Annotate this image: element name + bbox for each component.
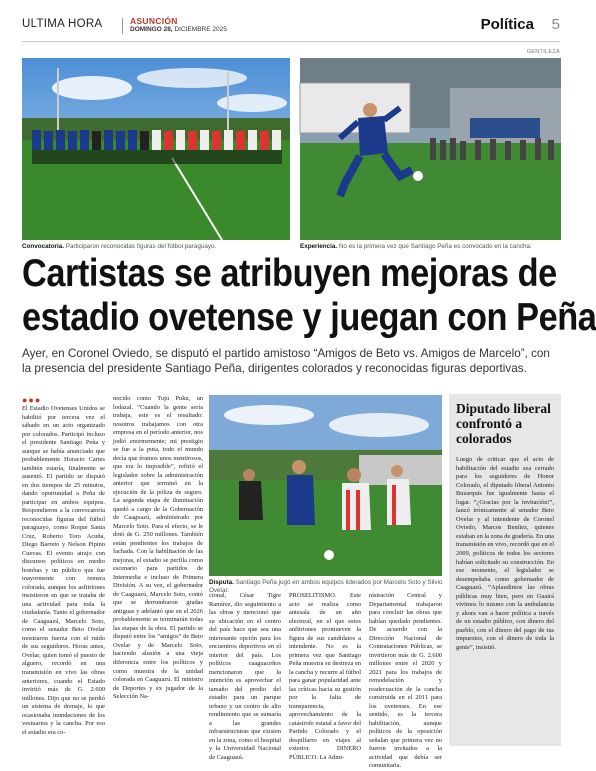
newspaper-edition: ASUNCIÓN [130,16,178,26]
issue-date-day: DOMINGO 28, [130,26,173,33]
article-column-2-bottom [113,590,203,750]
issue-date-rest: DICIEMBRE 2025 [174,26,227,33]
sidebar-title: Diputado liberal confrontó a colorados [456,401,551,447]
section-label: ULTIMA HORA [22,18,103,30]
issue-date [130,26,227,33]
header-divider [122,18,123,34]
article-headline [22,252,596,340]
article-column-1: El Estadio Ovetenses Unidos se habilitó por tercera vez el sábado en un acto organizado por colorados. Participó incluso el presidente Santiago Peña y aunque se había anunciado que probablemente Horacio Cartes también estaría, finalmente se ausentó. El partido se disputó en dos tiempos de 25 minutos, dando oportunidad a Peña de participar en ambos equipos. Respondieron a la convocatoria reconocidas figuras del fútbol paraguayo, como Roque Santa Cruz, Roberto Toro Acuña, Diego Barreto y Nelson Pipino Cuevas. El evento atrajo con discursos políticos en medio bombas y un público que fue mayormente con remera colorada, aunque los asfitriones insistieron en que se trataba de una actividad para toda la ciudadanía. Tanto el gobernador de Caaguazú, Marcelo Soto, como el senador Beto Ovelar mostraron fuerza con el ruido de sus seguidores. Horas antes, Ovelar, quien tomó el puesto de alguero, recordó en una transmisión en vivo las obras anteriores, cuando el Estado invirtió más de G. 2.600 millones. Dijo que no se perdió un sistema de drenaje, lo que ocasionaba inundaciones de los vestuarios y la cancha. Por eso el estadio era co- [22,405,105,736]
decorative-dots: ●●● [22,395,42,405]
sidebar-text: Luego de criticar que el acto de habilitación del estadio sea cerrado para los seguidores de Honor Colorado, el diputado liberal Antonio Buzarquis fue igualmente hasta el lugar. “¿Gracias por la invitación!”, lanzó irónicamente al senador Beto Ovelar y al intendente de Coronel Oviedo, Marcos Benítez, quienes estaban en la zona de gradería. En una transmisión en vivo, recordó que en el 2009, políticos de todos los sectores habían solicitado su construcción. En ese momento, el legislador se desempeñaba como gobernador de Caaguazú. “Aplaudimos las obras públicas muy bien, pero en Guairá vivimos lo mismo con la ambulancia y ahora van a hacer política a través de un estadio público, con dinero del pueblo, con el dinero del pago de tus impuestos, con el dinero de toda la gente”, insistió. [456,456,554,651]
section-title: Política [480,16,534,33]
article-column-5: nistración Central y Departamental trabajaron para concluir las obras que habían quedado pendientes. De acuerdo con la Dirección Nacional de Contrataciones Públicas, se invirtieron más de G. 2.600 millones entre el 2020 y 2021 para los trabajos de remodelación y readecuación de la cancha construida en el 2011 para los ovetenses. En ese sentido, es la tercera habilitación, aunque políticos de la oposición señalan que primera vez no fueron invitados a la actividad que debía ser comunitaria. [369,592,442,770]
caption-lead: Convocatoria. [22,243,64,250]
headline-line: Cartistas se atribuyen mejoras de [22,252,557,295]
photo-team-lineup [22,58,290,240]
article-column-4: PROSELITISMO. Este acto se realiza como antesala de un año electoral, en el que estos anfitriones promueven la figura de sus candidatos a intendente. No es la primera vez que Santiago Peña muestra su destreza en la cancha y recurre al fútbol para ganar popularidad ante las críticas hacia su gestión por la falta de transparencia, aprovechamiento de la catástrofe estatal a favor del Partido Colorado y el despilfarro en viajes al exterior. DINERO PÚBLICO. La Admi- [289,592,361,761]
caption-lead: Experiencia. [300,243,338,250]
sidebar-box [449,394,561,746]
page-number: 5 [551,16,560,33]
page-header [22,16,560,42]
caption-text: Participaron reconocidas figuras del fútbol paraguayo. [65,243,217,250]
photo-caption-left [22,243,290,251]
photo-caption-right [300,243,561,251]
caption-text: Santiago Peña jugó en ambos equipos liderados por Marcelo Soto y Silvio Ovelar. [209,579,443,594]
article-column-3: cional, César Tigre Ramírez, dio seguimiento a las obras y mencionó que su ubicación en el centro del país hace que sea una interesante opción para los encuentros deportivos en el interior del país. Los políticos caaguaceños mencionaron que la intención es aprovechar el tamaño del predio del estadio para un parque urbano y un centro de alto rendimiento que se sumaría a las grandes infraestructuras que existen en la zona, como el hospital y la Universidad Nacional de Caaguazú. [209,592,281,761]
photo-match-dispute [209,395,442,576]
caption-text: No es la primera vez que Santiago Peña es convocado en la cancha. [338,243,532,250]
article-column-2-top: nocido como Tuju Puku, un lodazal. “Cuando la gente sería trabaja, este es el resultado: nosotros trabajamos con otra empresa en el período anterior, nos jodió enormemente; mi prestigio se fue a la puta, todo el mundo decía que éramos unos mentirosos, que era lo imposible”, refirió el legislador sobre la administración anterior que terminó en la ejecución de la póliza de seguro. La segunda etapa de iluminación quedó a cargo de la Gobernación de Caaguazú, administrado por Marcelo Soto. Para el efecto, se le dotó de G. 250 millones. También están pendientes los trabajos de fachada. Con la habilitación de las mejoras, el estadio se perfila como escenario para partidos de Intermedia e incluso de Primera División. A su vez, el gobernador de Caaguazú, Marcelo Soto, contó que se derrumbaron gradas antiguas y adelantó que en el 2026 probablemente se terminarán todas las etapas de la obra. El partido se disputó entre los “amigos” de Beto Ovelar y de Marcelo Soto, haciendo alusión a una vieja diferencia entre los políticos y como muestra de la unidad colorada en Caaguazú. El ministro de Deportes y ex jugador de la Selección Na- [113,395,203,701]
caption-lead: Disputa. [209,579,234,586]
photo-credit: GENTILEZA [526,49,560,55]
article-deck: Ayer, en Coronel Oviedo, se disputó el partido amistoso “Amigos de Beto vs. Amigos de Marcelo”, con la presencia del presidente Santiago Peña, dirigentes colorados y reconocidas figuras deportivas. [22,347,550,376]
headline-line: estadio ovetense y juegan con Peña [22,296,596,340]
photo-pena-playing [300,58,561,240]
